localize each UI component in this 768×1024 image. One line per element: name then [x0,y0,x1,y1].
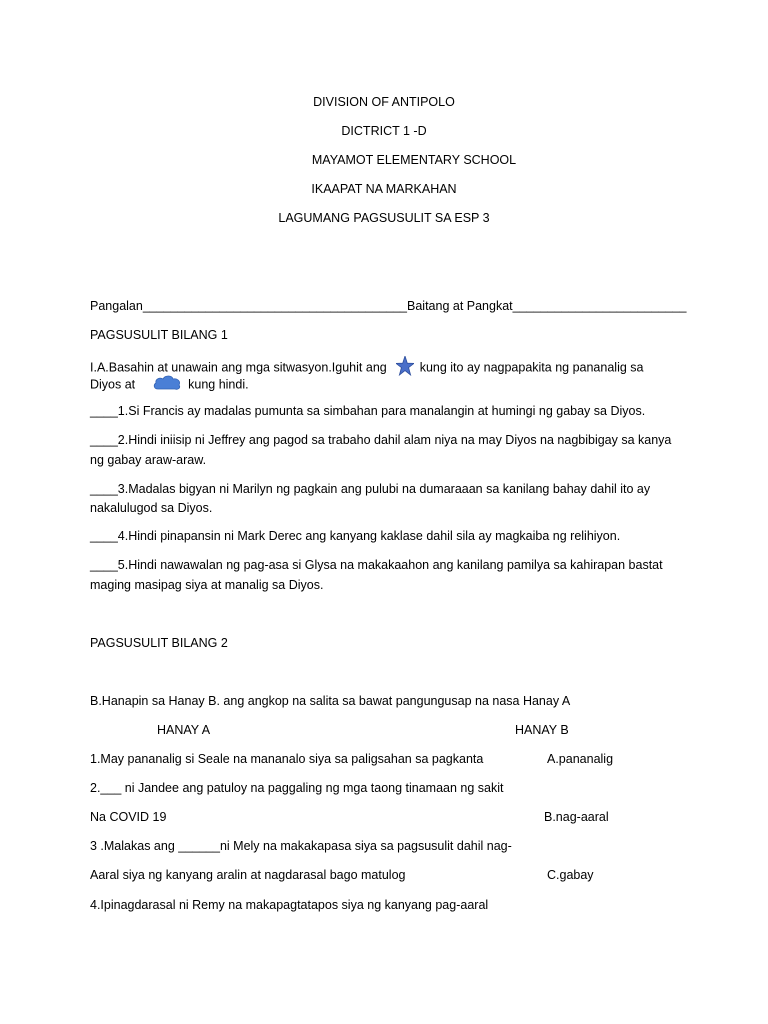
test2-left-1: 1.May pananalig si Seale na mananalo siya sa paligsahan sa pagkanta [90,752,484,766]
name-line: Pangalan______________________________________Baitang at Pangkat_________________________ [90,299,687,313]
star-icon [396,356,414,380]
test2-title: PAGSUSULIT BILANG 2 [90,636,228,650]
test2-left-4: 4.Ipinagdarasal ni Remy na makapagtatapos siya ng kanyang pag-aaral [90,898,489,912]
test2-choice-b: B.nag-aaral [544,810,609,824]
header-quarter: IKAAPAT NA MARKAHAN [311,182,457,196]
test1-item-2: ____2.Hindi iniisip ni Jeffrey ang pagod sa trabaho dahil alam niya na may Diyos na nagbibigay sa kanya [90,433,672,447]
instruction-part-a: I.A.Basahin at unawain ang mga sitwasyon.Iguhit ang [90,360,387,375]
header-district: DICTRICT 1 -D [341,124,427,138]
test1-item-3-cont: nakalulugod sa Diyos. [90,501,213,515]
cloud-icon [153,375,181,395]
column-b-heading: HANAY B [515,723,569,737]
test1-item-1: ____1.Si Francis ay madalas pumunta sa simbahan para manalangin at humingi ng gabay sa Diyos. [90,404,646,418]
test1-item-4: ____4.Hindi pinapansin ni Mark Derec ang kanyang kaklase dahil sila ay magkaiba ng relihiyon. [90,529,621,543]
test1-item-3: ____3.Madalas bigyan ni Marilyn ng pagkain ang pulubi na dumaraaan sa kanilang bahay dahil ito ay [90,482,651,496]
test1-item-5: ____5.Hindi nawawalan ng pag-asa si Glysa na makakaahon ang kanilang pamilya sa kahirapan bastat [90,558,663,572]
test2-left-2: 2.___ ni Jandee ang patuloy na paggaling ng mga taong tinamaan ng sakit [90,781,504,795]
test2-left-2-cont: Na COVID 19 [90,810,167,824]
instruction-part-c: Diyos at [90,377,136,392]
header-test-title: LAGUMANG PAGSUSULIT SA ESP 3 [278,211,490,225]
test2-choice-c: C.gabay [547,868,594,882]
test1-title: PAGSUSULIT BILANG 1 [90,328,228,342]
header-school: MAYAMOT ELEMENTARY SCHOOL [311,153,517,167]
test1-item-5-cont: maging masipag siya at manalig sa Diyos. [90,578,324,592]
test2-choice-a: A.pananalig [547,752,614,766]
instruction-part-b: kung ito ay nagpapakita ng pananalig sa [419,360,644,375]
test2-instruction: B.Hanapin sa Hanay B. ang angkop na salita sa bawat pangungusap na nasa Hanay A [90,694,571,708]
test1-item-2-cont: ng gabay araw-araw. [90,453,207,467]
test2-left-3-cont: Aaral siya ng kanyang aralin at nagdarasal bago matulog [90,868,406,882]
test1-instruction-line2 [90,375,249,395]
column-a-heading: HANAY A [157,723,211,737]
test2-left-3: 3 .Malakas ang ______ni Mely na makakapasa siya sa pagsusulit dahil nag- [90,839,512,853]
instruction-part-d: kung hindi. [188,377,249,392]
header-division: DIVISION OF ANTIPOLO [313,95,455,109]
